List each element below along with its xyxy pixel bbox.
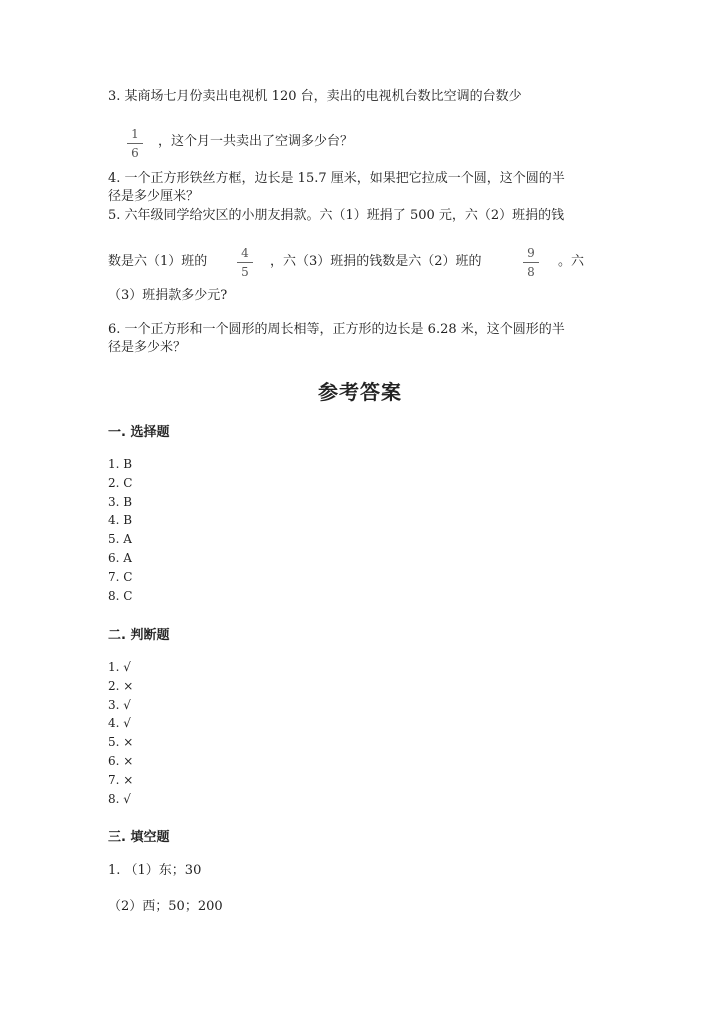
section-heading-judge: 二. 判断题 <box>108 628 170 643</box>
q3-frac-numerator: 1 <box>131 127 139 141</box>
list-item: 1. √ <box>108 660 131 674</box>
q3-line1: 3. 某商场七月份卖出电视机 120 台，卖出的电视机台数比空调的台数少 <box>108 89 522 104</box>
list-item: 3. √ <box>108 697 131 712</box>
fraction-bar <box>237 262 253 263</box>
list-item: 2. C <box>108 475 133 490</box>
list-item: 3. B <box>108 494 133 509</box>
list-item: 5. A <box>108 532 132 547</box>
q5-line1: 5. 六年级同学给灾区的小朋友捐款。六（1）班捐了 500 元，六（2）班捐的钱 <box>108 208 565 223</box>
q3-frac-denominator: 6 <box>131 146 139 160</box>
fill-answer-line1: 1. （1）东；30 <box>108 863 202 878</box>
list-item: 1. B <box>108 457 133 471</box>
list-item: 2. × <box>108 678 134 693</box>
fraction-bar <box>127 143 143 144</box>
q5-fraction-2 <box>522 246 540 279</box>
q5-frac1-denominator: 5 <box>241 265 249 279</box>
q3-line2: ，这个月一共卖出了空调多少台？ <box>158 134 354 149</box>
fraction-bar <box>523 262 539 263</box>
list-item: 8. C <box>108 588 133 603</box>
q5-frac2-denominator: 8 <box>527 265 535 279</box>
list-item: 6. × <box>108 753 134 768</box>
q4-line2: 径是多少厘米？ <box>108 189 200 204</box>
q5-frac2-numerator: 9 <box>527 246 535 260</box>
q5-fraction-1 <box>236 246 254 279</box>
q5-line2-a: 数是六（1）班的 <box>108 254 208 269</box>
choice-answer-list <box>108 455 132 605</box>
q5-line2-b: ，六（3）班捐的钱数是六（2）班的 <box>270 254 482 269</box>
section-heading-choice: 一. 选择题 <box>108 425 170 440</box>
answer-title: 参考答案 <box>318 380 402 404</box>
list-item: 7. C <box>108 569 133 584</box>
q5-frac1-numerator: 4 <box>241 246 249 260</box>
q6-line2: 径是多少米？ <box>108 340 187 355</box>
judge-answer-list <box>108 658 133 808</box>
list-item: 8. √ <box>108 791 131 806</box>
fill-answer-line2: （2）西；50；200 <box>108 899 223 914</box>
q6-line1: 6. 一个正方形和一个圆形的周长相等，正方形的边长是 6.28 米，这个圆形的半 <box>108 322 565 337</box>
list-item: 4. √ <box>108 716 131 731</box>
q3-fraction <box>126 127 144 160</box>
q5-line3: （3）班捐款多少元? <box>108 288 228 303</box>
list-item: 5. × <box>108 735 134 750</box>
list-item: 7. × <box>108 772 134 787</box>
list-item: 4. B <box>108 513 133 528</box>
section-heading-fill: 三. 填空题 <box>108 830 170 845</box>
list-item: 6. A <box>108 550 132 565</box>
q5-line2-c: 。六 <box>558 254 585 269</box>
q4-line1: 4. 一个正方形铁丝方框，边长是 15.7 厘米，如果把它拉成一个圆，这个圆的半 <box>108 171 565 186</box>
